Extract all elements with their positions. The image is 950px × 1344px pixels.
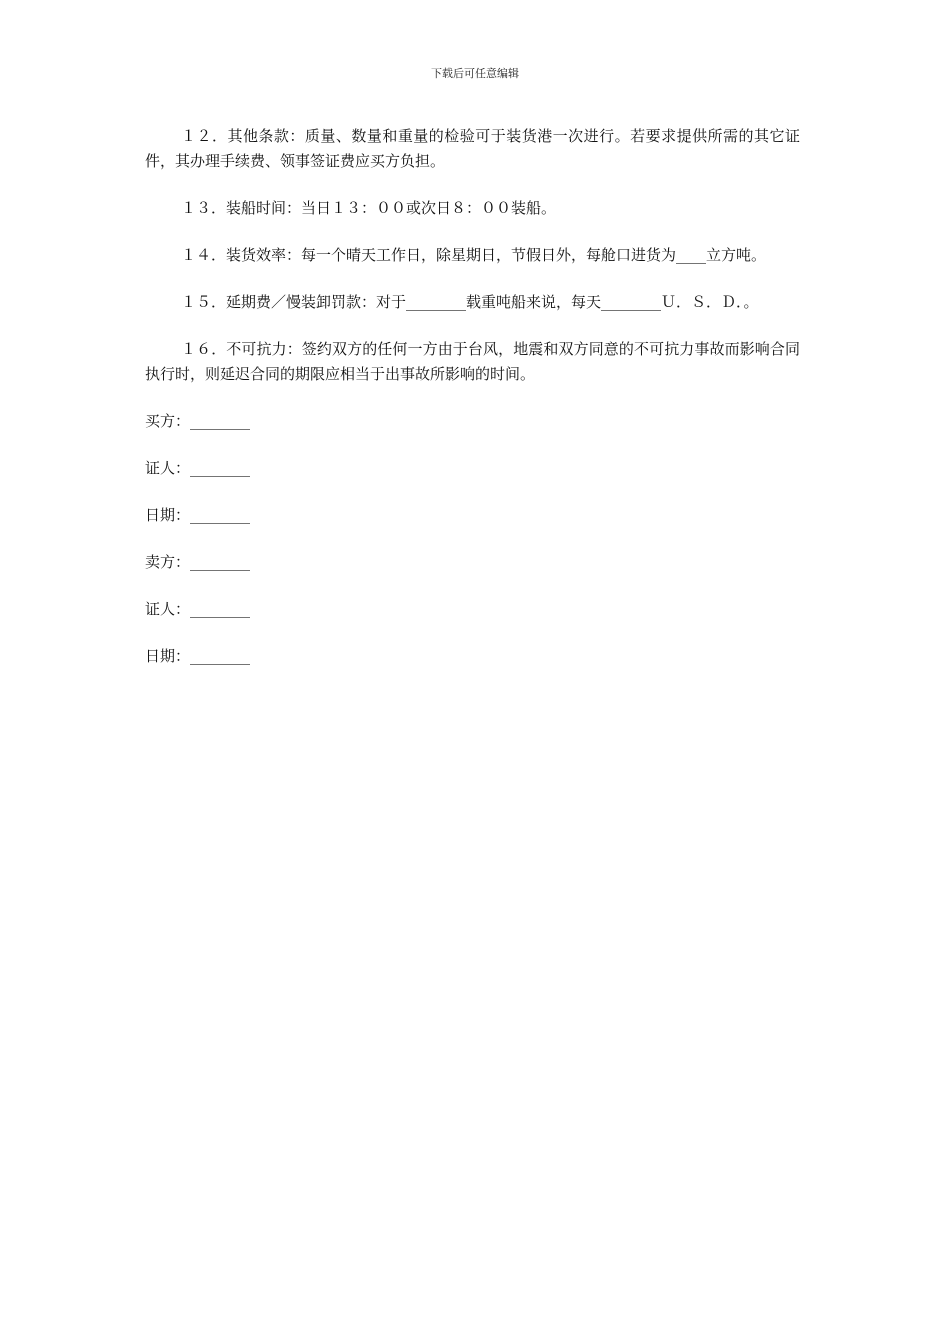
page-header-note: 下载后可任意编辑 xyxy=(431,67,519,80)
clause-16-force-majeure: １６．不可抗力：签约双方的任何一方由于台风，地震和双方同意的不可抗力事故而影响合同执行时，则延迟合同的期限应相当于出事故所影响的时间。 xyxy=(145,340,800,383)
seller-witness-line: 证人：________ xyxy=(145,600,251,618)
clause-12-other-terms: １２．其他条款：质量、数量和重量的检验可于装货港一次进行。若要求提供所需的其它证件，其办理手续费、领事签证费应买方负担。 xyxy=(145,127,800,170)
clause-15-demurrage: １５．延期费／慢装卸罚款：对于________载重吨船来说，每天________Ｕ．Ｓ．Ｄ．。 xyxy=(181,293,759,311)
buyer-date-line: 日期：________ xyxy=(145,506,251,524)
buyer-witness-line: 证人：________ xyxy=(145,459,251,477)
buyer-signature-line: 买方：________ xyxy=(145,412,251,430)
clause-14-loading-efficiency: １４．装货效率：每一个晴天工作日，除星期日，节假日外，每舱口进货为____立方吨。 xyxy=(181,246,767,264)
clause-13-loading-time: １３．装船时间：当日１３：００或次日８：００装船。 xyxy=(181,199,557,217)
seller-date-line: 日期：________ xyxy=(145,647,251,665)
contract-body xyxy=(145,124,800,691)
seller-signature-line: 卖方：________ xyxy=(145,553,251,571)
